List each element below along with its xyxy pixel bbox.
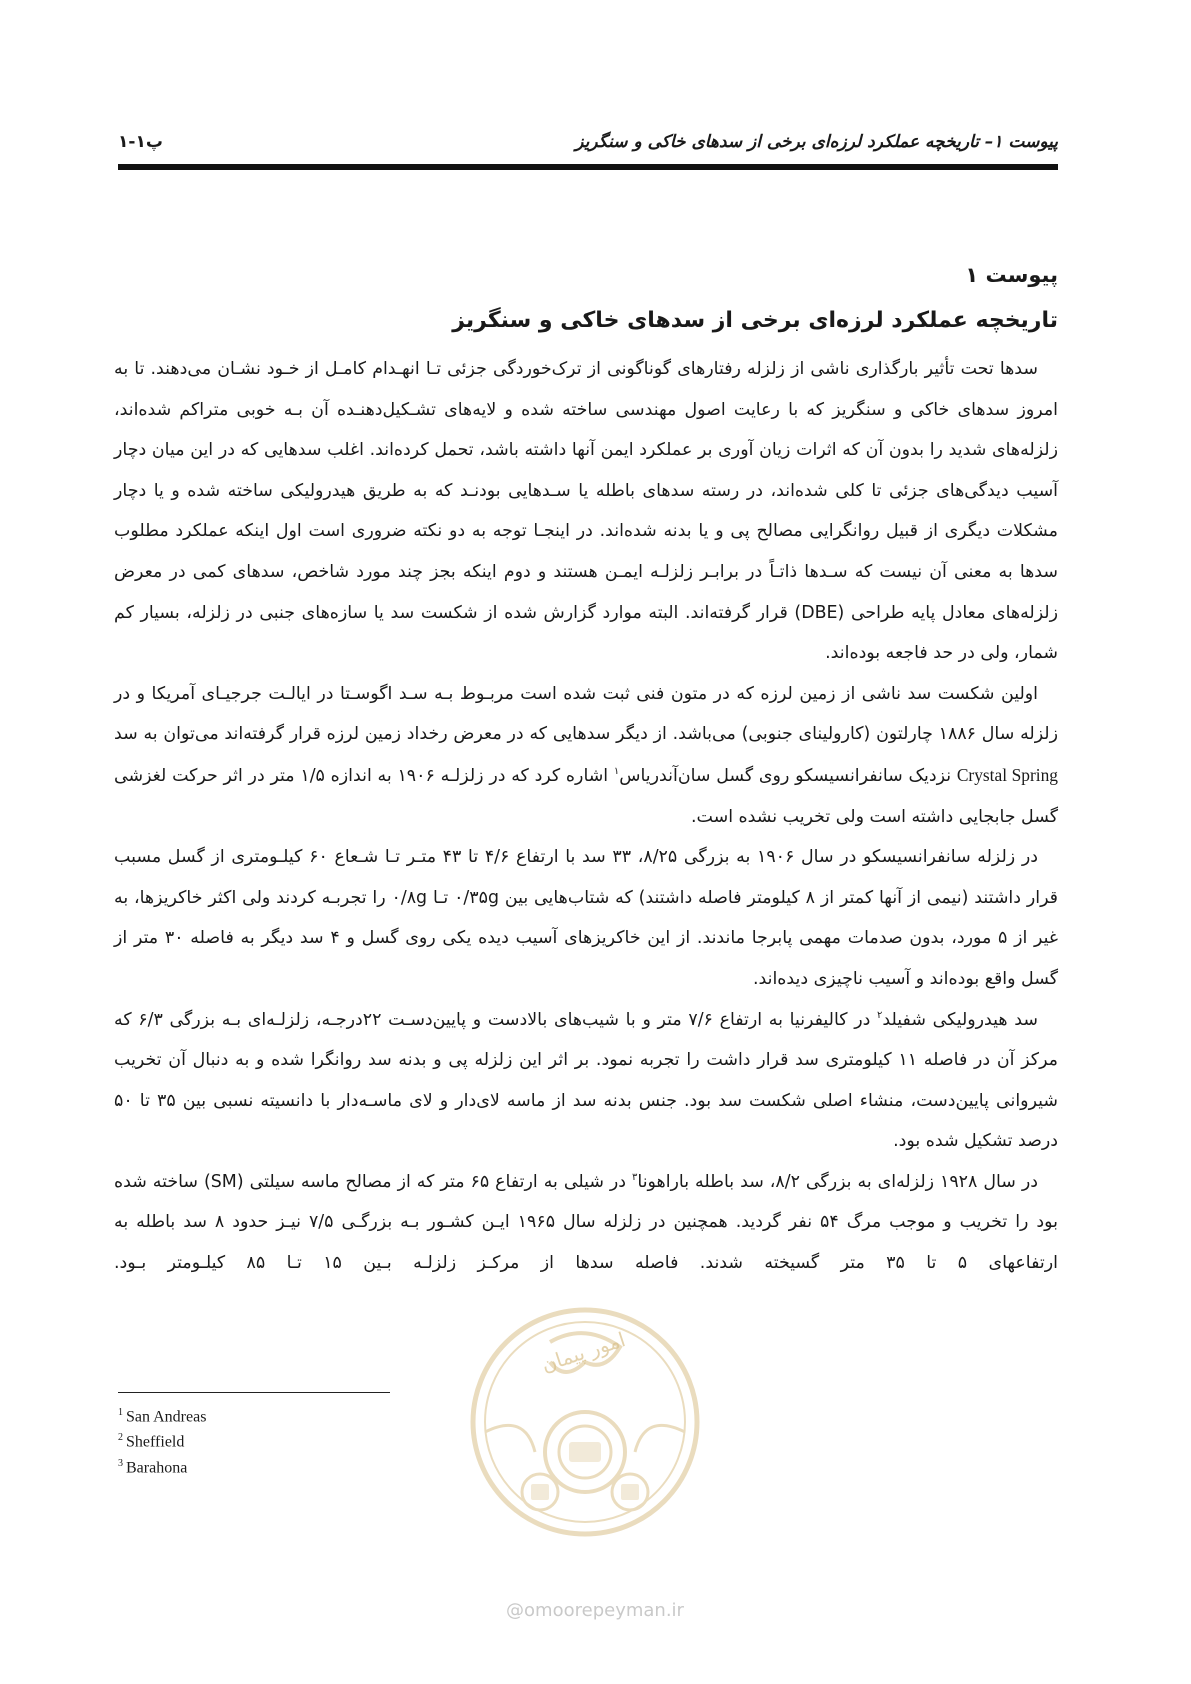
footnote-ref-3[interactable]: ۳: [632, 1172, 638, 1184]
main-content: [114, 255, 1058, 1284]
page-header: [118, 132, 1058, 162]
running-title: پیوست ۱– تاریخچه عملکرد لرزه‌ای برخی از سدهای خاکی و سنگریز: [575, 132, 1058, 152]
appendix-title: تاریخچه عملکرد لرزه‌ای برخی از سدهای خاکی و سنگریز: [452, 308, 1058, 333]
footnotes: [118, 1402, 518, 1478]
paragraph-2: [114, 674, 1058, 837]
page-number: پ۱-۱: [118, 132, 163, 152]
paragraph-4-text-a: سد هیدرولیکی شفیلد: [882, 1009, 1038, 1030]
footnote-ref-1[interactable]: ۱: [613, 766, 620, 778]
footnote-2-number: 2: [118, 1432, 123, 1444]
paragraph-4: [114, 1000, 1058, 1162]
footnote-1: [118, 1402, 518, 1427]
footnote-2-text: Sheffield: [126, 1433, 185, 1451]
appendix-label: پیوست ۱: [965, 263, 1058, 287]
footnote-3-number: 3: [118, 1457, 123, 1469]
footnote-3-text: Barahona: [126, 1458, 188, 1476]
paragraph-5-text-a: در سال ۱۹۲۸ زلزله‌ای به بزرگی ۸/۲، سد باطله باراهونا: [637, 1171, 1038, 1192]
paragraph-5: [114, 1162, 1058, 1284]
paragraph-2-text-c: اشاره کرد که در زلزلـه ۱۹۰۶ به اندازه ۱/۵ متر در اثر حرکت لغزشی گسل جابجایی داشته است ولی تخریب نشده است.: [114, 765, 1058, 827]
footnote-2: [118, 1427, 518, 1452]
crystal-spring-term: Crystal Spring: [956, 764, 1058, 785]
footnote-3: [118, 1453, 518, 1478]
paragraph-3: در زلزله سانفرانسیسکو در سال ۱۹۰۶ به بزرگی ۸/۲۵، ۳۳ سد با ارتفاع ۴/۶ تا ۴۳ متـر تـا شـعاع ۶۰ کیلـومتری از گسل مسبب قرار داشتند (نیمی از آنها کمتر از ۸ کیلومتر فاصله داشتند) که شتاب‌هایی بین ۰/۳۵g تـا ۰/۸g را تجربـه کردند ولی اکثر خاکریزها، به غیر از ۵ مورد، بدون صدمات مهمی پابرجا ماندند. از این خاکریزهای آسیب دیده یکی روی گسل و ۴ سد دیگر به فاصله ۳۰ متر از گسل واقع بوده‌اند و آسیب ناچیزی دیده‌اند.: [114, 847, 1058, 989]
footnote-1-text: San Andreas: [126, 1408, 207, 1426]
paragraph-4-text-b: در کالیفرنیا به ارتفاع ۷/۶ متر و با شیب‌های بالادست و پایین‌دسـت ۲۲درجـه، زلزلـه‌ای بـه بزرگی ۶/۳ که مرکز آن در فاصله ۱۱ کیلومتری سد قرار داشت را تجربه نمود. بر اثر این زلزله پی و بدنه سد روانگرا شده و به دنبال آن تخریب شیروانی پایین‌دست، منشاء اصلی شکست سد بود. جنس بدنه سد از ماسه لای‌دار و لای ماسـه‌دار با دانسیته نسبی بین ۳۵ تا ۵۰ درصد تشکیل شده بود.: [114, 1009, 1058, 1152]
paragraph-5-text-b: در شیلی به ارتفاع ۶۵ متر که از مصالح ماسه سیلتی (SM) ساخته شده بود را تخریب و موجب مرگ ۵۴ نفر گردید. همچنین در زلزله سال ۱۹۶۵ ایـن کشـور بـه بزرگـی ۷/۵ نیـز حدود ۸ سد باطله به ارتفاعهای ۵ تا ۳۵ متر گسیخته شدند. فاصله سدها از مرکـز زلزلـه بـین ۱۵ تـا ۸۵ کیلـومتر بـود.: [114, 1171, 1058, 1274]
footnote-ref-2[interactable]: ۲: [877, 1009, 883, 1021]
paragraph-1: سدها تحت تأثیر بارگذاری ناشی از زلزله رفتارهای گوناگونی از ترک‌خوردگی جزئی تـا انهـدام کامـل از خـود نشـان می‌دهند. تا به امروز سدهای خاکی و سنگریز که با رعایت اصول مهندسی ساخته شده و لایه‌های تشـکیل‌دهنـده آن بـه خوبی متراکم شده‌اند، زلزله‌های شدید را بدون آن که اثرات زیان آوری بر عملکرد ایمن آنها داشته باشد، تحمل کرده‌اند. اغلب سدهایی که در این میان دچار آسیب دیدگی‌های جزئی تا کلی شده‌اند، در رسته سدهای باطله یا سـدهایی بودنـد که به طریق هیدرولیکی ساخته شده و یا دچار مشکلات دیگری از قبیل روانگرایی مصالح پی و یا بدنه شده‌اند. در اینجـا توجه به دو نکته ضروری است اول اینکه عملکرد مطلوب سدها به معنی آن نیست که سـدها ذاتـاً در برابـر زلزلـه ایمـن هستند و دوم اینکه بجز چند مورد شاخص، سدهای کمی در معرض زلزله‌های معادل پایه طراحی (DBE) قرار گرفته‌اند. البته موارد گزارش شده از شکست سد یا سازه‌های جنبی در زلزله، بسیار کم شمار، ولی در حد فاجعه بوده‌اند.: [114, 359, 1059, 664]
watermark-logo-text: امور پیمان: [538, 1327, 629, 1377]
watermark-url: @omoorepeyman.ir: [506, 1600, 684, 1621]
footnote-rule: [118, 1392, 390, 1393]
paragraph-2-text-a: اولین شکست سد ناشی از زمین لرزه که در متون فنی ثبت شده است مربـوط بـه سـد اگوسـتا در ایالـت جرجیـای آمریکا و در زلزله سال ۱۸۸۶ چارلتون (کارولینای جنوبی) می‌باشد. از دیگر سدهایی که در معرض رخداد زمین لرزه قرار گرفته‌اند می‌توان به سد: [114, 683, 1058, 745]
header-rule: [118, 164, 1058, 170]
paragraph-2-text-b: نزدیک سانفرانسیسکو روی گسل سان‌آندریاس: [619, 765, 957, 786]
footnote-1-number: 1: [118, 1407, 123, 1418]
